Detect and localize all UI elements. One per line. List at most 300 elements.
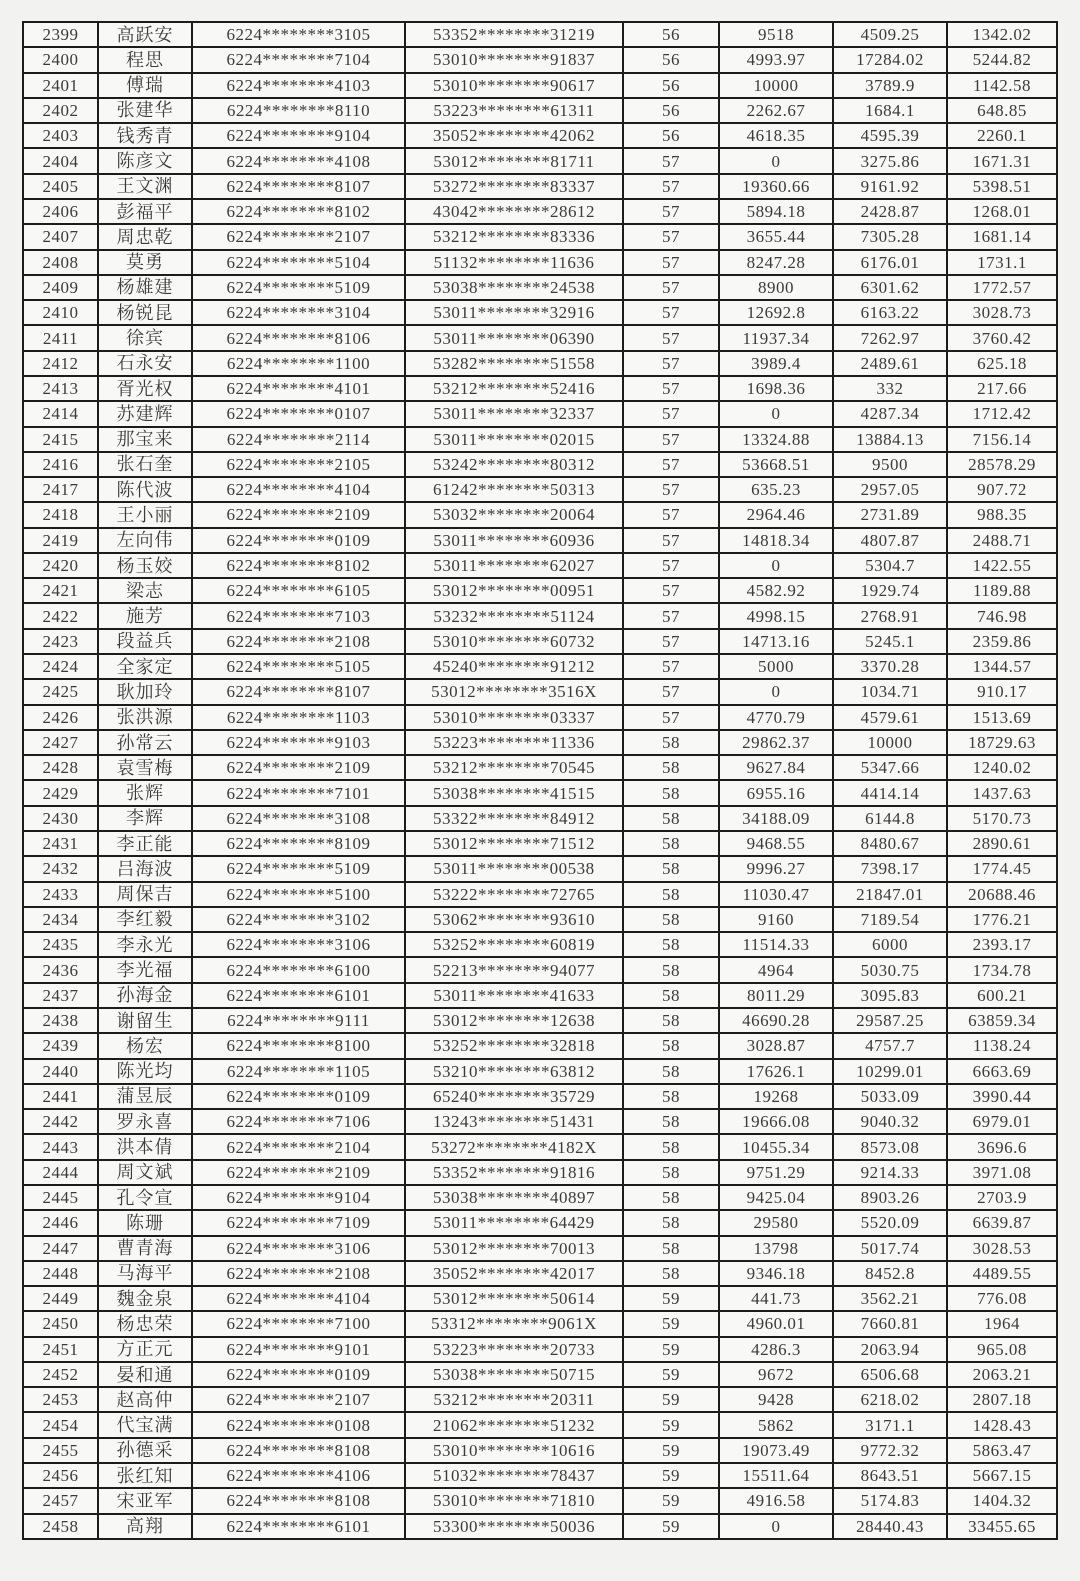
table-row (23, 528, 1057, 553)
amount-1-cell: 15511.64 (719, 1463, 833, 1488)
amount-2-cell: 9214.33 (833, 1160, 947, 1185)
id-number-cell: 53011********41633 (405, 983, 623, 1008)
amount-1-cell: 53668.51 (719, 452, 833, 477)
amount-1-cell: 441.73 (719, 1286, 833, 1311)
name-cell: 孙常云 (98, 730, 192, 755)
card-number-cell: 6224********4106 (192, 1463, 405, 1488)
amount-2-cell: 6506.68 (833, 1362, 947, 1387)
name-cell: 曹青海 (98, 1236, 192, 1261)
id-number-cell: 53210********63812 (405, 1059, 623, 1084)
amount-1-cell: 29580 (719, 1210, 833, 1235)
name-cell: 梁志 (98, 578, 192, 603)
card-number-cell: 6224********3106 (192, 932, 405, 957)
amount-3-cell: 1671.31 (947, 148, 1057, 173)
card-number-cell: 6224********5105 (192, 654, 405, 679)
id-number-cell: 13243********51431 (405, 1109, 623, 1134)
table-row (23, 654, 1057, 679)
amount-2-cell: 3275.86 (833, 148, 947, 173)
amount-1-cell: 6955.16 (719, 780, 833, 805)
age-cell: 56 (623, 73, 719, 98)
card-number-cell: 6224********7104 (192, 47, 405, 72)
seq-cell: 2438 (23, 1008, 98, 1033)
amount-3-cell: 1189.88 (947, 578, 1057, 603)
age-cell: 58 (623, 1185, 719, 1210)
amount-2-cell: 10299.01 (833, 1059, 947, 1084)
amount-1-cell: 0 (719, 148, 833, 173)
amount-1-cell: 8011.29 (719, 983, 833, 1008)
amount-1-cell: 1698.36 (719, 376, 833, 401)
amount-3-cell: 1731.1 (947, 250, 1057, 275)
seq-cell: 2437 (23, 983, 98, 1008)
card-number-cell: 6224********8100 (192, 1033, 405, 1058)
name-cell: 杨锐昆 (98, 300, 192, 325)
age-cell: 59 (623, 1311, 719, 1336)
table-row (23, 477, 1057, 502)
seq-cell: 2413 (23, 376, 98, 401)
amount-1-cell: 3028.87 (719, 1033, 833, 1058)
card-number-cell: 6224********2109 (192, 1160, 405, 1185)
amount-3-cell: 5398.51 (947, 174, 1057, 199)
seq-cell: 2450 (23, 1311, 98, 1336)
age-cell: 57 (623, 351, 719, 376)
amount-1-cell: 9672 (719, 1362, 833, 1387)
name-cell: 周文斌 (98, 1160, 192, 1185)
amount-1-cell: 10000 (719, 73, 833, 98)
id-number-cell: 53011********62027 (405, 553, 623, 578)
amount-2-cell: 3789.9 (833, 73, 947, 98)
id-number-cell: 51032********78437 (405, 1463, 623, 1488)
amount-1-cell: 4582.92 (719, 578, 833, 603)
table-row (23, 401, 1057, 426)
amount-2-cell: 4595.39 (833, 123, 947, 148)
card-number-cell: 6224********8106 (192, 325, 405, 350)
card-number-cell: 6224********2108 (192, 629, 405, 654)
seq-cell: 2408 (23, 250, 98, 275)
table-row (23, 882, 1057, 907)
age-cell: 58 (623, 1160, 719, 1185)
amount-2-cell: 7305.28 (833, 224, 947, 249)
card-number-cell: 6224********1103 (192, 705, 405, 730)
amount-1-cell: 14713.16 (719, 629, 833, 654)
seq-cell: 2451 (23, 1337, 98, 1362)
id-number-cell: 53212********20311 (405, 1387, 623, 1412)
id-number-cell: 53272********4182X (405, 1134, 623, 1159)
amount-1-cell: 9428 (719, 1387, 833, 1412)
name-cell: 全家定 (98, 654, 192, 679)
amount-2-cell: 8573.08 (833, 1134, 947, 1159)
age-cell: 57 (623, 300, 719, 325)
amount-2-cell: 1034.71 (833, 679, 947, 704)
table-row (23, 376, 1057, 401)
seq-cell: 2440 (23, 1059, 98, 1084)
seq-cell: 2430 (23, 806, 98, 831)
name-cell: 杨宏 (98, 1033, 192, 1058)
card-number-cell: 6224********9111 (192, 1008, 405, 1033)
table-row (23, 325, 1057, 350)
id-number-cell: 61242********50313 (405, 477, 623, 502)
amount-2-cell: 8452.8 (833, 1261, 947, 1286)
seq-cell: 2455 (23, 1438, 98, 1463)
amount-1-cell: 635.23 (719, 477, 833, 502)
name-cell: 莫勇 (98, 250, 192, 275)
amount-2-cell: 7398.17 (833, 856, 947, 881)
seq-cell: 2458 (23, 1514, 98, 1539)
amount-2-cell: 4509.25 (833, 22, 947, 47)
id-number-cell: 51132********11636 (405, 250, 623, 275)
data-table (22, 21, 1058, 1540)
card-number-cell: 6224********5104 (192, 250, 405, 275)
card-number-cell: 6224********3104 (192, 300, 405, 325)
name-cell: 李光福 (98, 957, 192, 982)
age-cell: 57 (623, 629, 719, 654)
age-cell: 58 (623, 957, 719, 982)
seq-cell: 2416 (23, 452, 98, 477)
name-cell: 傅瑞 (98, 73, 192, 98)
age-cell: 57 (623, 528, 719, 553)
table-row (23, 1210, 1057, 1235)
amount-3-cell: 2063.21 (947, 1362, 1057, 1387)
amount-1-cell: 46690.28 (719, 1008, 833, 1033)
name-cell: 孔令宣 (98, 1185, 192, 1210)
card-number-cell: 6224********6101 (192, 983, 405, 1008)
id-number-cell: 53222********72765 (405, 882, 623, 907)
amount-1-cell: 3655.44 (719, 224, 833, 249)
amount-2-cell: 2957.05 (833, 477, 947, 502)
table-row (23, 1059, 1057, 1084)
age-cell: 59 (623, 1438, 719, 1463)
amount-3-cell: 2260.1 (947, 123, 1057, 148)
card-number-cell: 6224********5109 (192, 275, 405, 300)
amount-2-cell: 8480.67 (833, 831, 947, 856)
age-cell: 59 (623, 1362, 719, 1387)
amount-2-cell: 5017.74 (833, 1236, 947, 1261)
table-row (23, 856, 1057, 881)
amount-1-cell: 11514.33 (719, 932, 833, 957)
table-row (23, 1311, 1057, 1336)
table-row (23, 1160, 1057, 1185)
age-cell: 58 (623, 780, 719, 805)
id-number-cell: 53011********06390 (405, 325, 623, 350)
seq-cell: 2424 (23, 654, 98, 679)
age-cell: 57 (623, 199, 719, 224)
table-row (23, 427, 1057, 452)
table-row (23, 452, 1057, 477)
amount-1-cell: 4998.15 (719, 603, 833, 628)
id-number-cell: 53038********24538 (405, 275, 623, 300)
seq-cell: 2448 (23, 1261, 98, 1286)
id-number-cell: 53252********60819 (405, 932, 623, 957)
amount-3-cell: 20688.46 (947, 882, 1057, 907)
amount-2-cell: 3171.1 (833, 1412, 947, 1437)
age-cell: 58 (623, 730, 719, 755)
amount-2-cell: 2768.91 (833, 603, 947, 628)
name-cell: 程思 (98, 47, 192, 72)
table-row (23, 1286, 1057, 1311)
amount-3-cell: 63859.34 (947, 1008, 1057, 1033)
age-cell: 58 (623, 1059, 719, 1084)
amount-3-cell: 1964 (947, 1311, 1057, 1336)
seq-cell: 2444 (23, 1160, 98, 1185)
amount-1-cell: 19360.66 (719, 174, 833, 199)
amount-3-cell: 3028.73 (947, 300, 1057, 325)
amount-1-cell: 4286.3 (719, 1337, 833, 1362)
name-cell: 方正元 (98, 1337, 192, 1362)
id-number-cell: 53038********40897 (405, 1185, 623, 1210)
name-cell: 李正能 (98, 831, 192, 856)
id-number-cell: 53312********9061X (405, 1311, 623, 1336)
table-row (23, 1236, 1057, 1261)
name-cell: 李辉 (98, 806, 192, 831)
seq-cell: 2419 (23, 528, 98, 553)
amount-1-cell: 9751.29 (719, 1160, 833, 1185)
seq-cell: 2400 (23, 47, 98, 72)
amount-3-cell: 1774.45 (947, 856, 1057, 881)
amount-3-cell: 1138.24 (947, 1033, 1057, 1058)
card-number-cell: 6224********2109 (192, 502, 405, 527)
name-cell: 陈光均 (98, 1059, 192, 1084)
age-cell: 58 (623, 1008, 719, 1033)
seq-cell: 2427 (23, 730, 98, 755)
id-number-cell: 53352********91816 (405, 1160, 623, 1185)
amount-3-cell: 217.66 (947, 376, 1057, 401)
card-number-cell: 6224********9103 (192, 730, 405, 755)
amount-3-cell: 1712.42 (947, 401, 1057, 426)
seq-cell: 2403 (23, 123, 98, 148)
seq-cell: 2436 (23, 957, 98, 982)
age-cell: 57 (623, 553, 719, 578)
name-cell: 那宝来 (98, 427, 192, 452)
amount-2-cell: 6176.01 (833, 250, 947, 275)
table-row (23, 22, 1057, 47)
table-row (23, 1261, 1057, 1286)
card-number-cell: 6224********4104 (192, 1286, 405, 1311)
card-number-cell: 6224********8107 (192, 679, 405, 704)
amount-2-cell: 21847.01 (833, 882, 947, 907)
amount-1-cell: 34188.09 (719, 806, 833, 831)
name-cell: 张洪源 (98, 705, 192, 730)
amount-3-cell: 776.08 (947, 1286, 1057, 1311)
amount-3-cell: 988.35 (947, 502, 1057, 527)
amount-1-cell: 5894.18 (719, 199, 833, 224)
id-number-cell: 53011********02015 (405, 427, 623, 452)
table-row (23, 148, 1057, 173)
id-number-cell: 21062********51232 (405, 1412, 623, 1437)
seq-cell: 2433 (23, 882, 98, 907)
amount-3-cell: 3696.6 (947, 1134, 1057, 1159)
amount-2-cell: 2731.89 (833, 502, 947, 527)
age-cell: 57 (623, 224, 719, 249)
table-row (23, 983, 1057, 1008)
amount-2-cell: 2489.61 (833, 351, 947, 376)
seq-cell: 2429 (23, 780, 98, 805)
card-number-cell: 6224********2105 (192, 452, 405, 477)
amount-3-cell: 2393.17 (947, 932, 1057, 957)
card-number-cell: 6224********2104 (192, 1134, 405, 1159)
name-cell: 左向伟 (98, 528, 192, 553)
amount-1-cell: 4964 (719, 957, 833, 982)
amount-2-cell: 6144.8 (833, 806, 947, 831)
age-cell: 57 (623, 427, 719, 452)
amount-3-cell: 1404.32 (947, 1488, 1057, 1513)
card-number-cell: 6224********8110 (192, 98, 405, 123)
amount-3-cell: 18729.63 (947, 730, 1057, 755)
amount-1-cell: 4916.58 (719, 1488, 833, 1513)
seq-cell: 2417 (23, 477, 98, 502)
id-number-cell: 53012********70013 (405, 1236, 623, 1261)
amount-1-cell: 9346.18 (719, 1261, 833, 1286)
table-row (23, 679, 1057, 704)
amount-2-cell: 10000 (833, 730, 947, 755)
seq-cell: 2453 (23, 1387, 98, 1412)
seq-cell: 2410 (23, 300, 98, 325)
amount-1-cell: 19666.08 (719, 1109, 833, 1134)
amount-1-cell: 5862 (719, 1412, 833, 1437)
amount-1-cell: 9996.27 (719, 856, 833, 881)
seq-cell: 2432 (23, 856, 98, 881)
age-cell: 57 (623, 452, 719, 477)
amount-2-cell: 4414.14 (833, 780, 947, 805)
name-cell: 代宝满 (98, 1412, 192, 1437)
table-row (23, 578, 1057, 603)
card-number-cell: 6224********8107 (192, 174, 405, 199)
age-cell: 56 (623, 123, 719, 148)
amount-1-cell: 14818.34 (719, 528, 833, 553)
age-cell: 59 (623, 1412, 719, 1437)
name-cell: 赵高仲 (98, 1387, 192, 1412)
card-number-cell: 6224********8108 (192, 1488, 405, 1513)
name-cell: 施芳 (98, 603, 192, 628)
age-cell: 58 (623, 1210, 719, 1235)
age-cell: 59 (623, 1337, 719, 1362)
amount-1-cell: 3989.4 (719, 351, 833, 376)
age-cell: 57 (623, 275, 719, 300)
amount-2-cell: 332 (833, 376, 947, 401)
name-cell: 李永光 (98, 932, 192, 957)
card-number-cell: 6224********6101 (192, 1514, 405, 1539)
amount-1-cell: 29862.37 (719, 730, 833, 755)
age-cell: 56 (623, 22, 719, 47)
amount-2-cell: 3370.28 (833, 654, 947, 679)
amount-2-cell: 5030.75 (833, 957, 947, 982)
id-number-cell: 53012********12638 (405, 1008, 623, 1033)
amount-2-cell: 5520.09 (833, 1210, 947, 1235)
seq-cell: 2445 (23, 1185, 98, 1210)
id-number-cell: 53012********71512 (405, 831, 623, 856)
seq-cell: 2454 (23, 1412, 98, 1437)
amount-3-cell: 3760.42 (947, 325, 1057, 350)
id-number-cell: 53010********10616 (405, 1438, 623, 1463)
amount-1-cell: 5000 (719, 654, 833, 679)
amount-2-cell: 4807.87 (833, 528, 947, 553)
id-number-cell: 53012********3516X (405, 679, 623, 704)
amount-3-cell: 1772.57 (947, 275, 1057, 300)
age-cell: 59 (623, 1514, 719, 1539)
amount-1-cell: 9425.04 (719, 1185, 833, 1210)
id-number-cell: 53322********84912 (405, 806, 623, 831)
id-number-cell: 53010********91837 (405, 47, 623, 72)
card-number-cell: 6224********8102 (192, 199, 405, 224)
card-number-cell: 6224********7109 (192, 1210, 405, 1235)
age-cell: 56 (623, 98, 719, 123)
id-number-cell: 43042********28612 (405, 199, 623, 224)
amount-3-cell: 1437.63 (947, 780, 1057, 805)
age-cell: 57 (623, 477, 719, 502)
age-cell: 59 (623, 1286, 719, 1311)
id-number-cell: 53010********03337 (405, 705, 623, 730)
amount-1-cell: 13798 (719, 1236, 833, 1261)
id-number-cell: 53038********41515 (405, 780, 623, 805)
card-number-cell: 6224********9104 (192, 1185, 405, 1210)
amount-1-cell: 12692.8 (719, 300, 833, 325)
seq-cell: 2422 (23, 603, 98, 628)
card-number-cell: 6224********4101 (192, 376, 405, 401)
id-number-cell: 53212********52416 (405, 376, 623, 401)
amount-3-cell: 3028.53 (947, 1236, 1057, 1261)
table-row (23, 1362, 1057, 1387)
table-row (23, 1438, 1057, 1463)
id-number-cell: 65240********35729 (405, 1084, 623, 1109)
seq-cell: 2421 (23, 578, 98, 603)
age-cell: 57 (623, 250, 719, 275)
seq-cell: 2415 (23, 427, 98, 452)
amount-2-cell: 5347.66 (833, 755, 947, 780)
table-row (23, 1134, 1057, 1159)
card-number-cell: 6224********1100 (192, 351, 405, 376)
amount-2-cell: 7189.54 (833, 907, 947, 932)
seq-cell: 2443 (23, 1134, 98, 1159)
amount-3-cell: 6639.87 (947, 1210, 1057, 1235)
table-row (23, 174, 1057, 199)
amount-3-cell: 33455.65 (947, 1514, 1057, 1539)
card-number-cell: 6224********6105 (192, 578, 405, 603)
table-row (23, 47, 1057, 72)
amount-2-cell: 28440.43 (833, 1514, 947, 1539)
id-number-cell: 53232********51124 (405, 603, 623, 628)
amount-2-cell: 5245.1 (833, 629, 947, 654)
amount-2-cell: 6163.22 (833, 300, 947, 325)
amount-1-cell: 4618.35 (719, 123, 833, 148)
id-number-cell: 53282********51558 (405, 351, 623, 376)
table-row (23, 1185, 1057, 1210)
id-number-cell: 53032********20064 (405, 502, 623, 527)
table-row (23, 705, 1057, 730)
name-cell: 张建华 (98, 98, 192, 123)
age-cell: 59 (623, 1463, 719, 1488)
amount-3-cell: 1681.14 (947, 224, 1057, 249)
amount-3-cell: 7156.14 (947, 427, 1057, 452)
id-number-cell: 53011********60936 (405, 528, 623, 553)
amount-1-cell: 9518 (719, 22, 833, 47)
amount-1-cell: 9468.55 (719, 831, 833, 856)
name-cell: 陈代波 (98, 477, 192, 502)
amount-3-cell: 5667.15 (947, 1463, 1057, 1488)
table-row (23, 907, 1057, 932)
table-row (23, 73, 1057, 98)
id-number-cell: 53012********50614 (405, 1286, 623, 1311)
name-cell: 张红知 (98, 1463, 192, 1488)
age-cell: 58 (623, 882, 719, 907)
card-number-cell: 6224********1105 (192, 1059, 405, 1084)
age-cell: 58 (623, 1261, 719, 1286)
amount-3-cell: 965.08 (947, 1337, 1057, 1362)
age-cell: 57 (623, 174, 719, 199)
card-number-cell: 6224********7106 (192, 1109, 405, 1134)
table-row (23, 1463, 1057, 1488)
card-number-cell: 6224********4103 (192, 73, 405, 98)
table-row (23, 1033, 1057, 1058)
seq-cell: 2401 (23, 73, 98, 98)
table-row (23, 351, 1057, 376)
